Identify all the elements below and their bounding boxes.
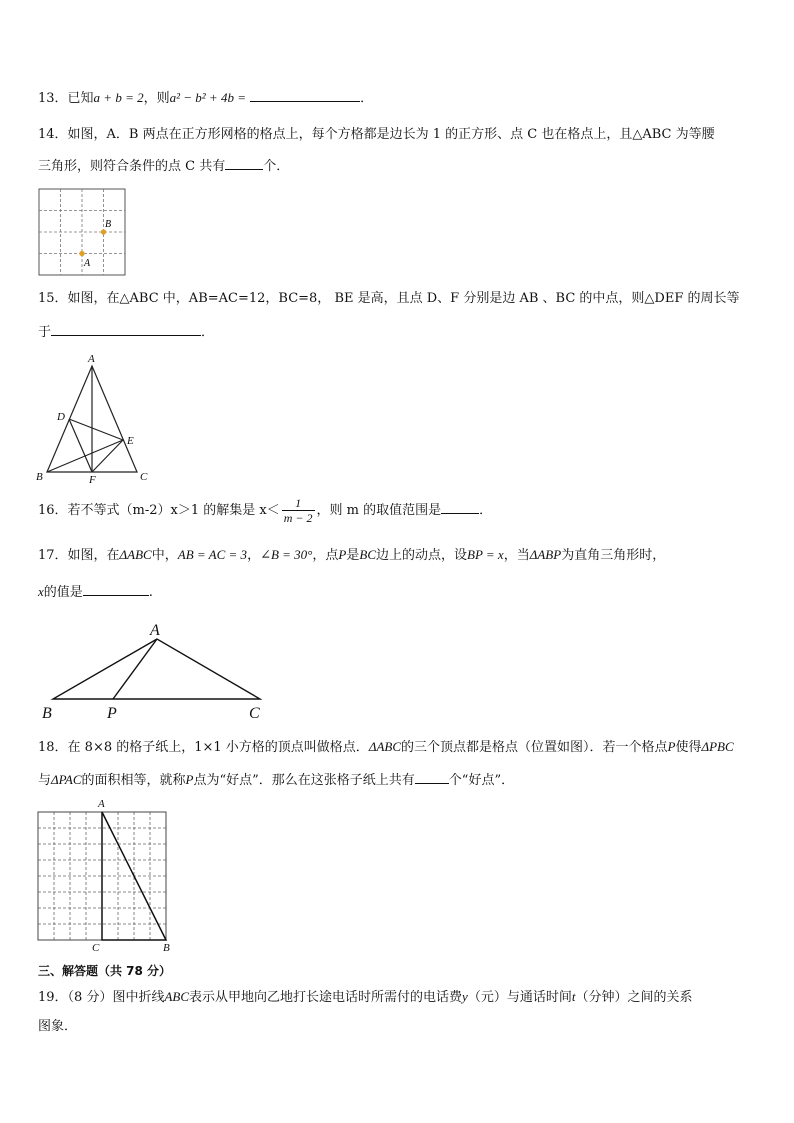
q13-eq1: a + b = 2 [93, 90, 144, 105]
text-span: P [338, 547, 347, 562]
text-span: ΔABP [529, 547, 562, 562]
text-span: P [667, 739, 676, 754]
text-span: BP = x [467, 547, 504, 562]
text-span: 点为“好点”．那么在这张格子纸上共有 [193, 773, 415, 788]
q15-label-f: F [89, 474, 96, 484]
q15-label-d: D [57, 411, 65, 423]
q14-label-a: A [84, 258, 91, 269]
q14-line1: 14．如图，A．B 两点在正方形网格的格点上，每个方格都是边长为 1 的正方形、点 C 也在格点上，且△ABC 为等腰 [38, 127, 715, 142]
q17-label-p: P [107, 705, 117, 722]
text-span: ， [247, 548, 261, 563]
text-span: 13．已知 [38, 91, 94, 106]
section-3-title: 三、解答题（共 78 分） [38, 964, 172, 978]
q16-line [38, 496, 492, 526]
q14-label-b: B [105, 219, 112, 230]
q15-label-a: A [88, 353, 95, 365]
q15-label-e: E [127, 435, 134, 447]
text-span: . [148, 585, 153, 600]
q15-label-b: B [36, 471, 43, 483]
q19-line1 [38, 988, 692, 1007]
text-span: ，则 [143, 91, 170, 106]
text-span: ΔABC [368, 739, 401, 754]
q15-answer-blank[interactable] [51, 322, 201, 336]
text-span: ，点 [312, 548, 339, 563]
text-span: t [571, 989, 576, 1004]
text-span: 的三个顶点都是格点（位置如图）．若一个格点 [401, 740, 668, 755]
q18-label-a: A [98, 798, 105, 810]
q18-line2 [38, 770, 514, 790]
q15-label-c: C [140, 471, 148, 483]
text-span: ΔPBC [701, 739, 734, 754]
q13-line [38, 88, 373, 108]
text-span: ． [201, 325, 215, 340]
text-span: （元）与通话时间 [467, 990, 572, 1005]
text-span: 的值是 [43, 585, 83, 600]
text-span: 16．若不等式（m-2）x＞1 的解集是 x＜ [38, 503, 280, 518]
text-span: 18．在 8×8 的格子纸上，1×1 小方格的顶点叫做格点． [38, 740, 369, 755]
q17-line2 [38, 582, 153, 602]
text-span: 边上的动点，设 [376, 548, 468, 563]
q14-point-a [79, 251, 84, 256]
text-span: 是 [346, 548, 360, 563]
q19-line2: 图象． [38, 1019, 78, 1034]
q17-label-a: A [150, 622, 160, 639]
text-span: ，当 [503, 548, 530, 563]
text-span: 表示从甲地向乙地打长途电话时所需付的电话费 [189, 990, 463, 1005]
q13-answer-blank[interactable] [250, 88, 360, 102]
q14-grid-figure [38, 188, 128, 278]
q15-triangle-figure [32, 352, 162, 484]
text-span: ΔABC [119, 547, 152, 562]
q17-line1 [38, 546, 665, 565]
q18-label-b: B [163, 942, 170, 954]
q18-answer-blank[interactable] [415, 770, 449, 784]
q14-answer-blank[interactable] [225, 156, 263, 170]
text-span: 为直角三角形时， [561, 548, 666, 563]
text-span: 个． [263, 159, 290, 174]
text-span: P [185, 772, 194, 787]
q16-fraction [282, 496, 315, 525]
text-span: 的面积相等，就称 [81, 773, 186, 788]
text-span: 19．（8 分）图中折线 [38, 990, 165, 1005]
text-span: x [38, 584, 44, 599]
text-span: m − 2 [283, 511, 313, 525]
q18-label-c: C [92, 942, 100, 954]
text-span: y [462, 989, 468, 1004]
q18-grid-figure [36, 796, 176, 954]
text-span: 中， [151, 548, 178, 563]
text-span: ∠B = 30° [260, 547, 313, 562]
text-span: ． [360, 91, 374, 106]
text-span: 个“好点”． [448, 773, 515, 788]
text-span: ，则 m 的取值范围是 [316, 503, 442, 518]
text-span: ABC [164, 989, 190, 1004]
text-span: 使得 [675, 740, 702, 755]
text-span: 与 [38, 773, 52, 788]
q14-line2 [38, 156, 289, 176]
q18-line1 [38, 738, 734, 757]
q17-label-c: C [249, 705, 260, 722]
text-span: ΔPAC [51, 772, 82, 787]
text-span: BC [359, 547, 376, 562]
q16-answer-blank[interactable] [441, 500, 479, 514]
text-span: ． [479, 503, 493, 518]
text-span: 1 [282, 496, 315, 511]
text-span: （分钟）之间的关系 [575, 990, 693, 1005]
q17-triangle-figure [38, 618, 278, 724]
q15-line2 [38, 322, 214, 342]
q17-answer-blank[interactable] [83, 582, 149, 596]
q14-point-b [101, 229, 106, 234]
q13-eq2: a² − b² + 4b = [169, 90, 246, 105]
q15-line1: 15．如图，在△ABC 中，AB=AC=12，BC=8， BE 是高，且点 D、F 分别是边 AB 、BC 的中点，则△DEF 的周长等 [38, 291, 740, 306]
text-span: AB = AC = 3 [177, 547, 248, 562]
text-span: 17．如图，在 [38, 548, 120, 563]
text-span: 三角形，则符合条件的点 C 共有 [38, 159, 226, 174]
text-span: 于 [38, 325, 52, 340]
q17-label-b: B [42, 705, 52, 722]
